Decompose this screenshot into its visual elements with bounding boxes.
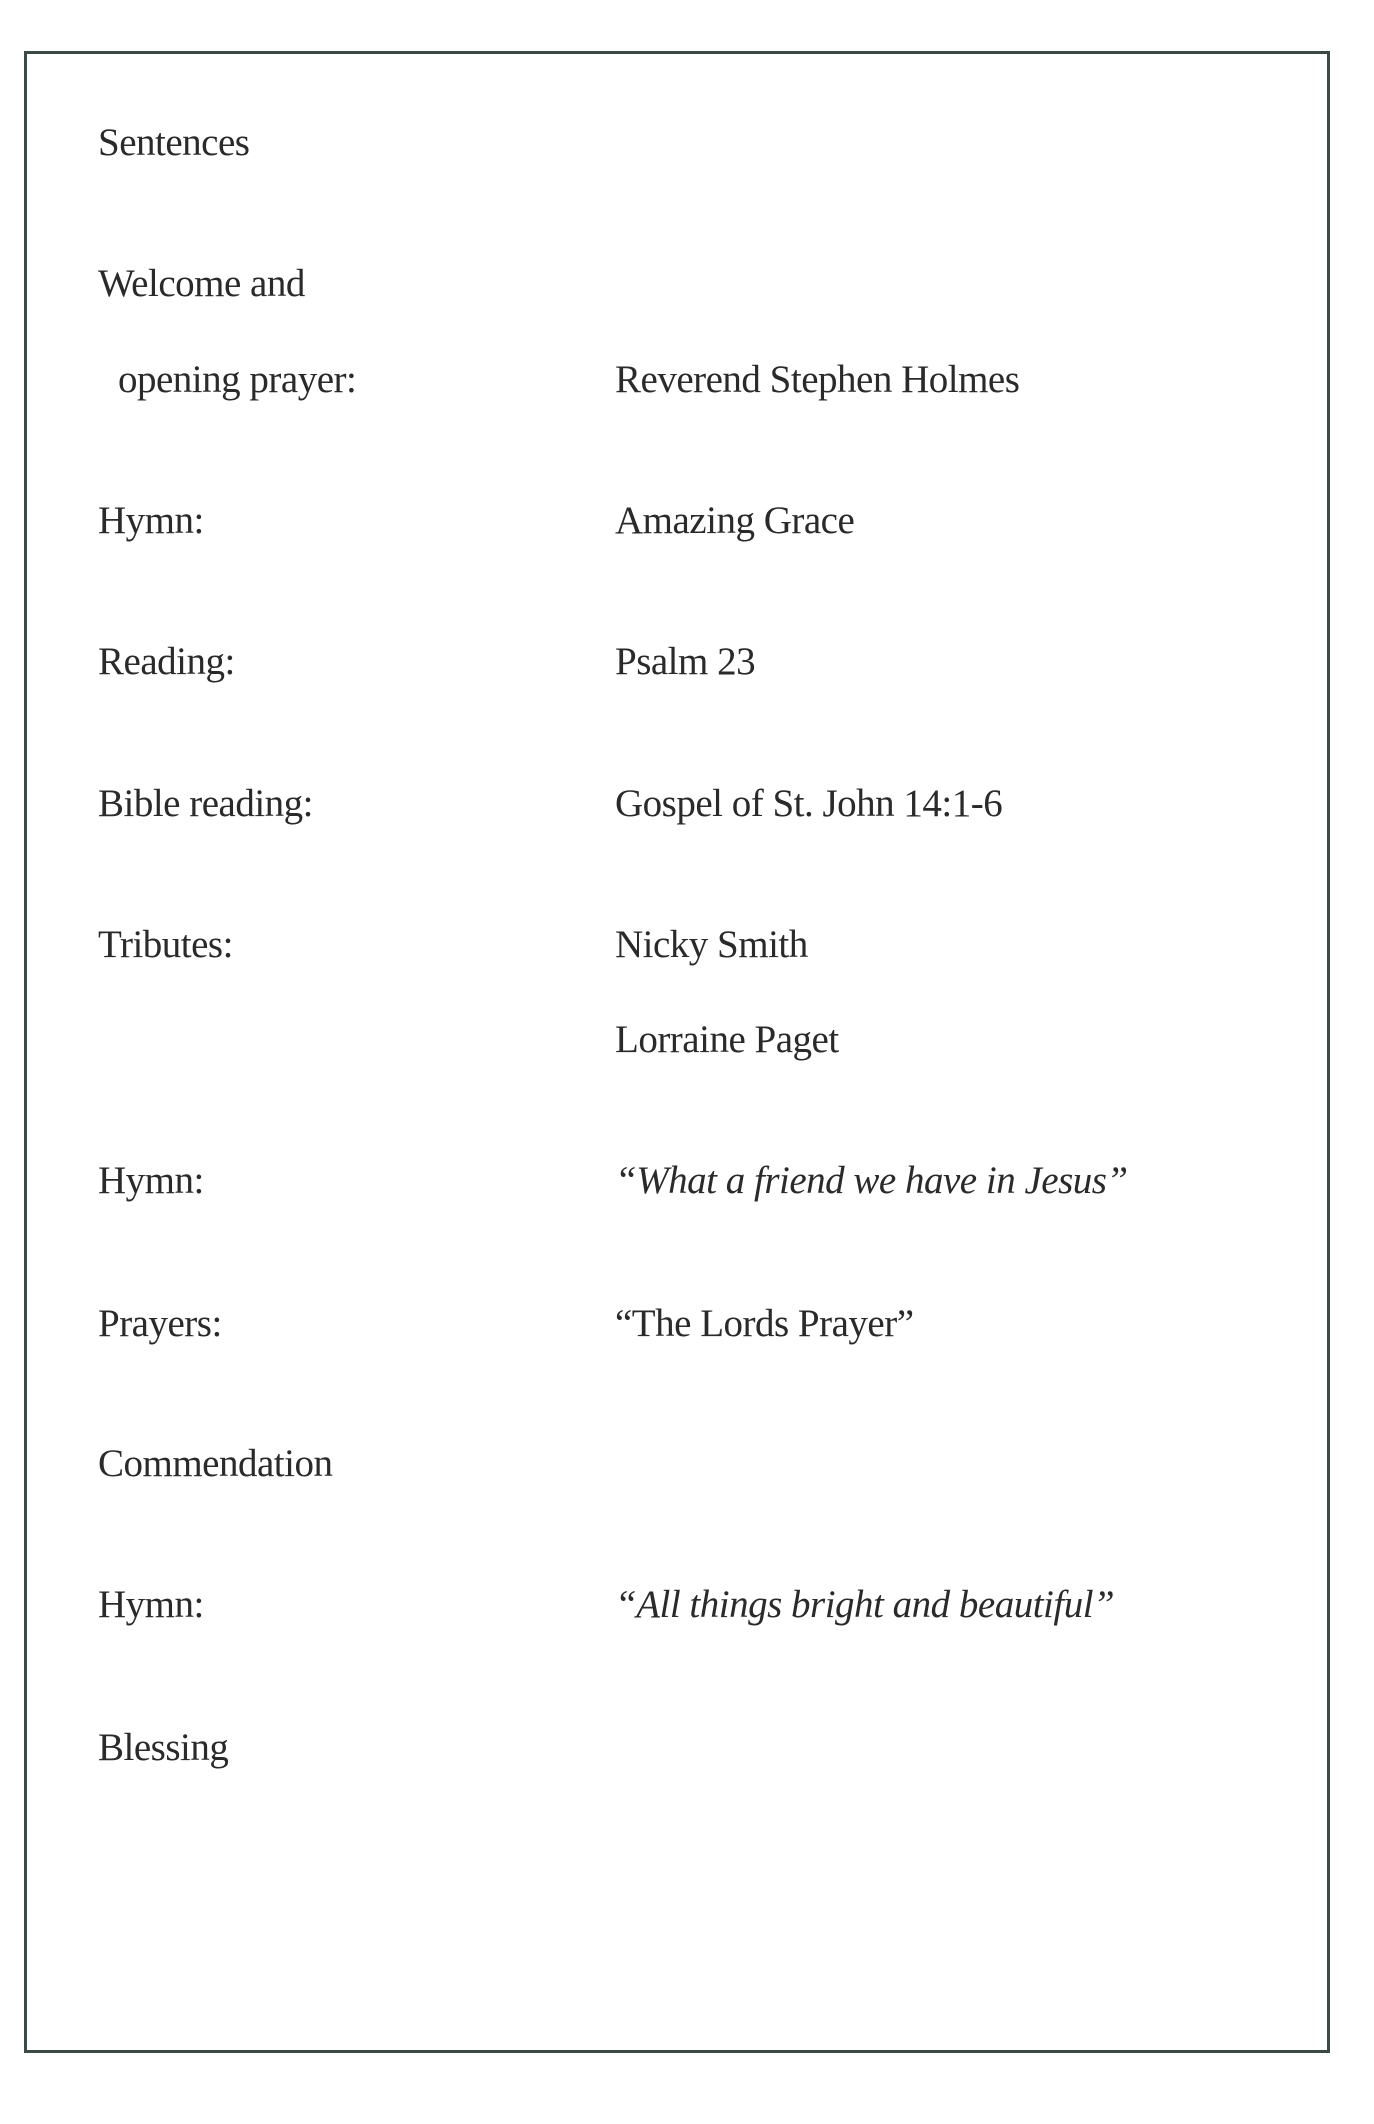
item-label-reading: Reading: (98, 640, 235, 683)
item-label-opening-prayer: opening prayer: (118, 358, 357, 401)
item-value-tribute-2: Lorraine Paget (615, 1018, 839, 1061)
item-label-hymn-3: Hymn: (98, 1583, 204, 1626)
item-label-hymn-2: Hymn: (98, 1159, 204, 1202)
item-value-tribute-1: Nicky Smith (615, 923, 808, 966)
item-label-blessing: Blessing (98, 1726, 229, 1769)
item-label-prayers: Prayers: (98, 1302, 222, 1345)
item-label-welcome: Welcome and (98, 262, 305, 305)
item-value-hymn-1: Amazing Grace (615, 499, 855, 542)
item-label-bible-reading: Bible reading: (98, 782, 314, 825)
item-value-officiant: Reverend Stephen Holmes (615, 358, 1020, 401)
item-value-prayers: “The Lords Prayer” (615, 1302, 914, 1345)
item-value-reading: Psalm 23 (615, 640, 756, 683)
item-value-hymn-3: “All things bright and beautiful” (615, 1583, 1115, 1626)
item-label-hymn-1: Hymn: (98, 499, 204, 542)
item-label-commendation: Commendation (98, 1442, 333, 1485)
item-value-hymn-2: “What a friend we have in Jesus” (615, 1159, 1128, 1202)
item-label-tributes: Tributes: (98, 923, 233, 966)
item-value-bible-reading: Gospel of St. John 14:1-6 (615, 782, 1003, 825)
item-label-sentences: Sentences (98, 121, 250, 164)
